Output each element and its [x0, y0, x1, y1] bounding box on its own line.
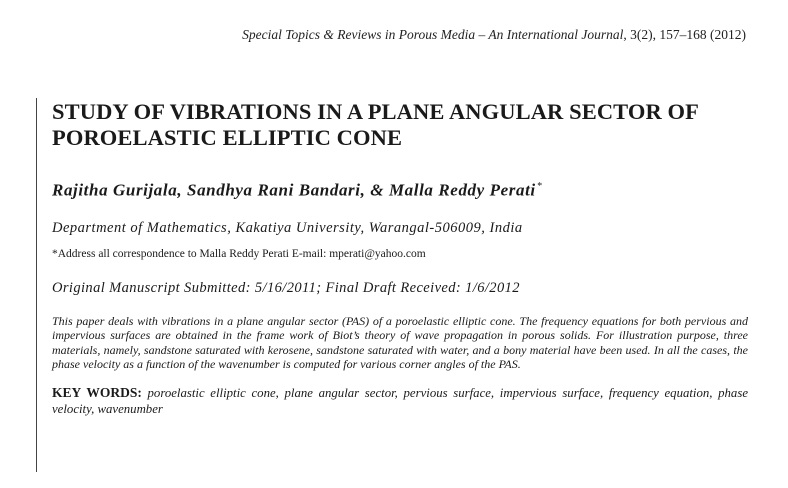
manuscript-dates: Original Manuscript Submitted: 5/16/2011; Final Draft Received: 1/6/2012: [52, 279, 520, 296]
keywords-list: poroelastic elliptic cone, plane angular sector, pervious surface, impervious surface, frequency equation, phase velocity, wavenumber: [52, 386, 748, 416]
volume-pages-year: , 3(2), 157–168 (2012): [623, 27, 746, 42]
keywords-label: KEY WORDS:: [52, 385, 142, 401]
corresponding-author-mark: *: [536, 181, 543, 192]
article-title: STUDY OF VIBRATIONS IN A PLANE ANGULAR SECTOR OF POROELASTIC ELLIPTIC CONE: [52, 99, 699, 150]
keywords: [52, 385, 748, 417]
abstract: This paper deals with vibrations in a plane angular sector (PAS) of a poroelastic elliptic cone. The frequency equations for both pervious and impervious surfaces are obtained in the frame work of Biot’s theory of wave propagation in porous solids. For illustration purpose, three materials, namely, sandstone saturated with kerosene, sandstone saturated with water, and a bony material have been used. In all the cases, the phase velocity as a function of the wavenumber is computed for various corner angles of the PAS.: [52, 313, 748, 372]
left-margin-rule: [36, 98, 37, 472]
author-names: Rajitha Gurijala, Sandhya Rani Bandari, & Malla Reddy Perati: [52, 180, 536, 200]
journal-name: Special Topics & Reviews in Porous Media – An International Journal: [242, 27, 624, 42]
article-front-matter: [52, 99, 748, 417]
journal-citation: [242, 27, 746, 43]
author-list: [52, 177, 748, 201]
correspondence-note: *Address all correspondence to Malla Reddy Perati E-mail: mperati@yahoo.com: [52, 247, 426, 260]
affiliation: Department of Mathematics, Kakatiya University, Warangal-506009, India: [52, 219, 523, 236]
